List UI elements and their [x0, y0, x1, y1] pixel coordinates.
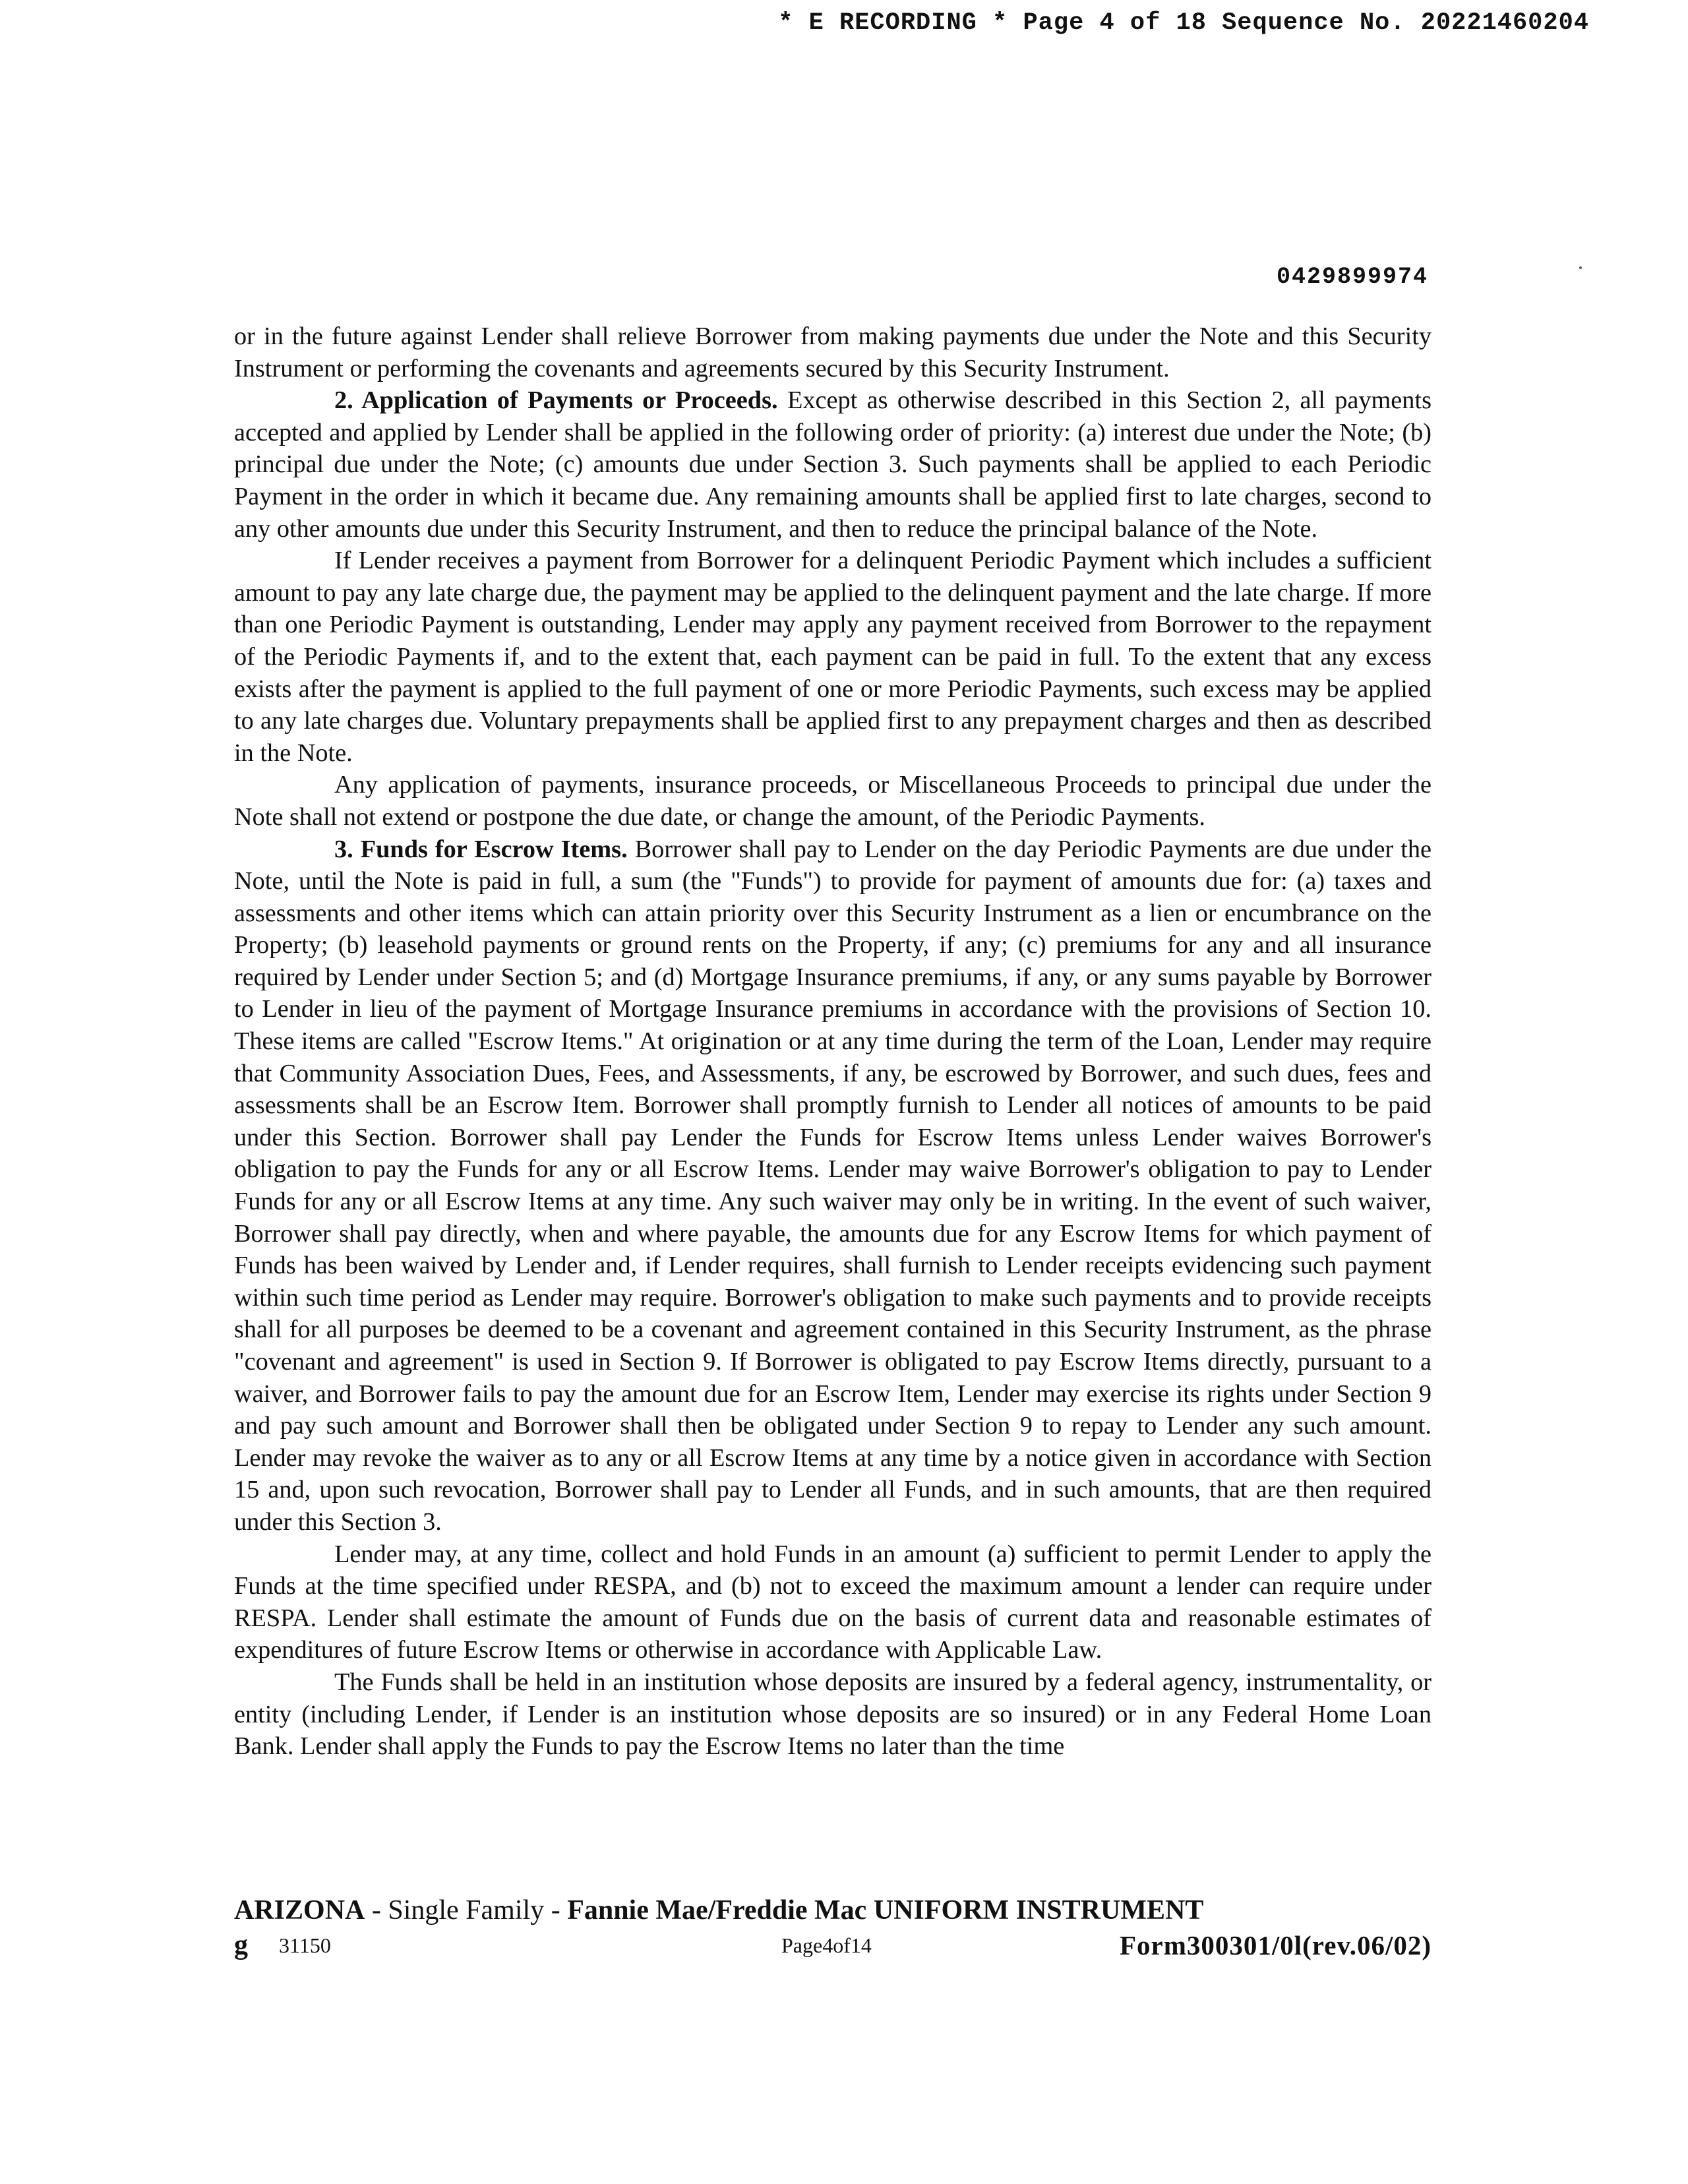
footer-title — [234, 1893, 1432, 1928]
document-body — [234, 320, 1432, 1763]
section-3-heading: 3. Funds for Escrow Items. — [334, 835, 628, 863]
footer-g-mark: g — [234, 1930, 248, 1960]
application-paragraph: Any application of payments, insurance proceeds, or Miscellaneous Proceeds to principal due under the Note shall not extend or postpone the due date, or change the amount, of the Periodic Payments. — [234, 771, 1432, 831]
paragraph-continuation: or in the future against Lender shall relieve Borrower from making payments due under the Note and this Security Instrument or performing the covenants and agreements secured by this Security Instrument. — [234, 322, 1432, 382]
footer-separator: - Single Family - — [365, 1895, 568, 1926]
section-2-text: Except as otherwise described in this Section 2, all payments accepted and applied by Lender shall be applied in the following order of priority: (a) interest due under the Note; (b) principal due under the Note; (c) amounts due under Section 3. Such payments shall be applied to each Periodic Payment in the order in which it became due. Any remaining amounts shall be applied first to late charges, second to any other amounts due under this Security Instrument, and then to reduce the principal balance of the Note. — [234, 386, 1432, 543]
section-2-paragraph — [234, 384, 1432, 545]
footer-page-number: Page4of14 — [781, 1933, 872, 1957]
footer-instrument: Fannie Mae/Freddie Mac UNIFORM INSTRUMENT — [567, 1895, 1204, 1926]
section-2-heading: 2. Application of Payments or Proceeds. — [334, 386, 778, 415]
footer-state: ARIZONA — [234, 1895, 365, 1926]
delinquent-payment-paragraph: If Lender receives a payment from Borrower for a delinquent Periodic Payment which includes a sufficient amount to pay any late charge due, the payment may be applied to the delinquent payment and the late charge. If more than one Periodic Payment is outstanding, Lender may apply any payment received from Borrower to the repayment of the Periodic Payments if, and to the extent that, each payment can be paid in full. To the extent that any excess exists after the payment is applied to the full payment of one or more Periodic Payments, such excess may be applied to any late charges due. Voluntary prepayments shall be applied first to any prepayment charges and then as described in the Note. — [234, 547, 1432, 767]
recording-header: * E RECORDING * Page 4 of 18 Sequence No. 20221460204 — [778, 9, 1589, 37]
form-footer — [234, 1893, 1432, 1962]
section-3-paragraph — [234, 834, 1432, 1538]
section-3-text: Borrower shall pay to Lender on the day Periodic Payments are due under the Note, until the Note is paid in full, a sum (the "Funds") to provide for payment of amounts due for: (a) taxes and assessments and other items which can attain priority over this Security Instrument as a lien or encumbrance on the Property; (b) leasehold payments or ground rents on the Property, if any; (c) premiums for any and all insurance required by Lender under Section 5; and (d) Mortgage Insurance premiums, if any, or any sums payable by Borrower to Lender in lieu of the payment of Mortgage Insurance premiums in accordance with the provisions of Section 10. These items are called "Escrow Items." At origination or at any time during the term of the Loan, Lender may require that Community Association Dues, Fees, and Assessments, if any, be escrowed by Borrower, and such dues, fees and assessments shall be an Escrow Item. Borrower shall promptly furnish to Lender all notices of amounts to be paid under this Section. Borrower shall pay Lender the Funds for Escrow Items unless Lender waives Borrower's obligation to pay the Funds for any or all Escrow Items. Lender may waive Borrower's obligation to pay to Lender Funds for any or all Escrow Items at any time. Any such waiver may only be in writing. In the event of such waiver, Borrower shall pay directly, when and where payable, the amounts due for any Escrow Items for which payment of Funds has been waived by Lender and, if Lender requires, shall furnish to Lender receipts evidencing such payment within such time period as Lender may require. Borrower's obligation to make such payments and to provide receipts shall for all purposes be deemed to be a covenant and agreement contained in this Security Instrument, as the phrase "covenant and agreement" is used in Section 9. If Borrower is obligated to pay Escrow Items directly, pursuant to a waiver, and Borrower fails to pay the amount due for an Escrow Item, Lender may exercise its rights under Section 9 and pay such amount and Borrower shall then be obligated under Section 9 to repay to Lender any such amount. Lender may revoke the waiver as to any or all Escrow Items at any time by a notice given in accordance with Section 15 and, upon such revocation, Borrower shall pay to Lender all Funds, and in such amounts, that are then required under this Section 3. — [234, 835, 1432, 1536]
funds-held-paragraph: The Funds shall be held in an institution whose deposits are insured by a federal agency, instrumentality, or entity (including Lender, if Lender is an institution whose deposits are so insured) or in any Federal Home Loan Bank. Lender shall apply the Funds to pay the Escrow Items no later than the time — [234, 1668, 1432, 1761]
respa-paragraph: Lender may, at any time, collect and hold Funds in an amount (a) sufficient to permit Lender to apply the Funds at the time specified under RESPA, and (b) not to exceed the maximum amount a lender can require under RESPA. Lender shall estimate the amount of Funds due on the basis of current data and reasonable estimates of expenditures of future Escrow Items or otherwise in accordance with Applicable Law. — [234, 1540, 1432, 1664]
footer-row — [234, 1929, 1432, 1962]
footer-form-number: Form300301/0l(rev.06/02) — [1119, 1930, 1432, 1960]
footer-code: 31150 — [279, 1933, 331, 1957]
loan-number: 0429899974 — [1276, 264, 1428, 290]
scan-artifact-dot — [1579, 266, 1582, 269]
